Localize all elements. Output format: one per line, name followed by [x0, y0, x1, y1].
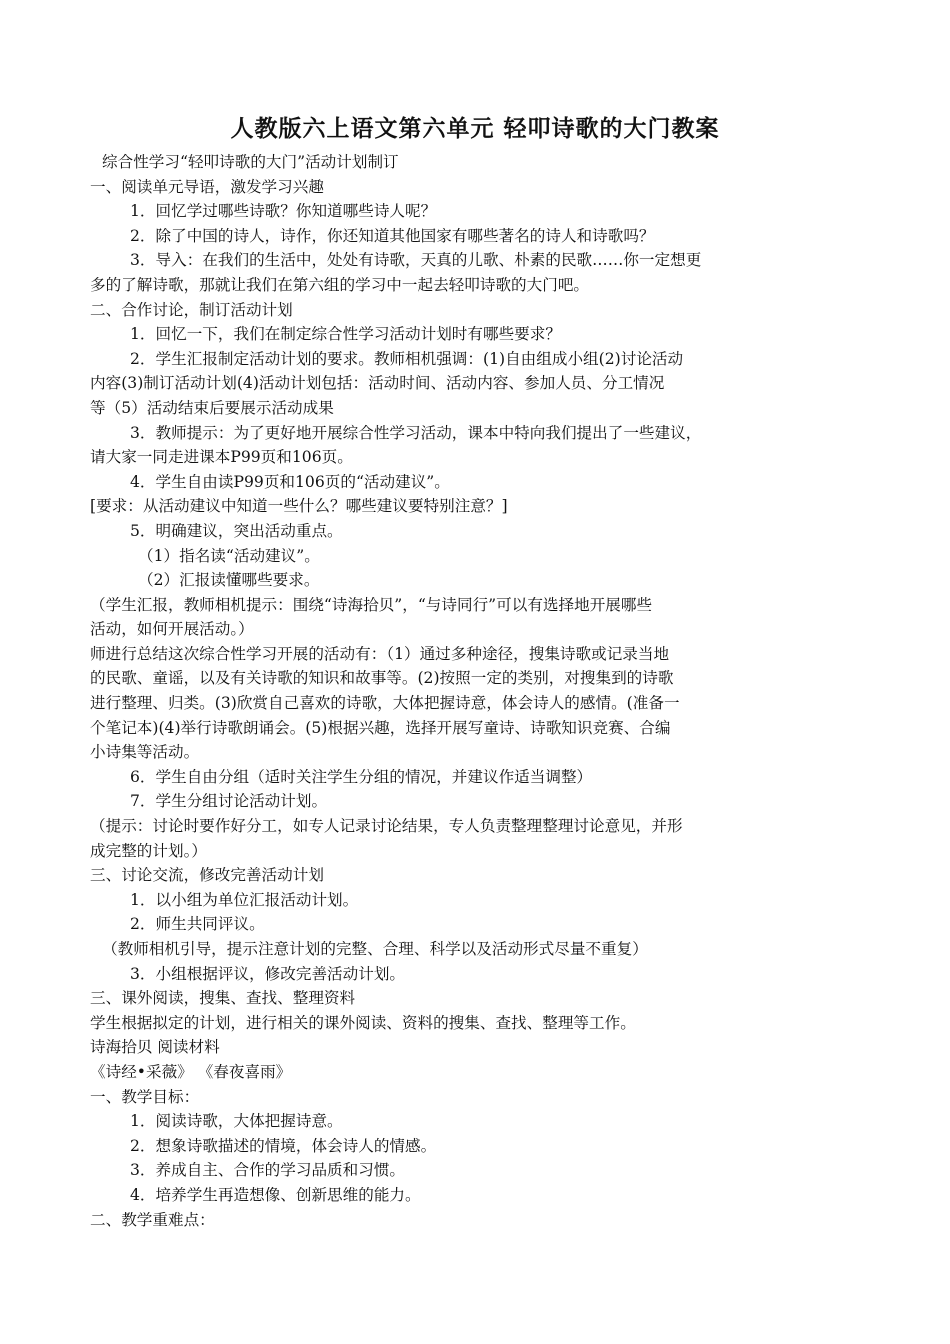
document-title: 人教版六上语文第六单元 轻叩诗歌的大门教案: [230, 116, 720, 142]
text-line: 2．想象诗歌描述的情境，体会诗人的情感。: [130, 1136, 437, 1155]
text-line: 2．学生汇报制定活动计划的要求。教师相机强调：(1)自由组成小组(2)讨论活动: [130, 349, 684, 368]
text-line: 二、教学重难点：: [90, 1210, 215, 1229]
text-line: 1．阅读诗歌，大体把握诗意。: [130, 1112, 343, 1131]
text-line: （2）汇报读懂哪些要求。: [138, 571, 320, 590]
text-line: 1．回忆学过哪些诗歌？你知道哪些诗人呢？: [130, 202, 437, 221]
text-line: 4．培养学生再造想像、创新思维的能力。: [130, 1185, 421, 1204]
text-line: 三、课外阅读，搜集、查找、整理资料: [90, 989, 356, 1008]
text-line: 等（5）活动结束后要展示活动成果: [90, 398, 334, 417]
text-line: 师进行总结这次综合性学习开展的活动有：（1）通过多种途径，搜集诗歌或记录当地: [90, 644, 670, 663]
text-line: 3．导入：在我们的生活中，处处有诗歌，天真的儿歌、朴素的民歌……你一定想更: [130, 251, 702, 270]
text-line: 2．师生共同评议。: [130, 915, 265, 934]
text-line: （学生汇报，教师相机提示：围绕“诗海拾贝”，“与诗同行”可以有选择地开展哪些: [90, 595, 653, 614]
text-line: （1）指名读“活动建议”。: [138, 546, 320, 565]
text-line: 进行整理、归类。(3)欣赏自己喜欢的诗歌，大体把握诗意，体会诗人的感情。(准备一: [90, 694, 680, 713]
text-line: 学生根据拟定的计划，进行相关的课外阅读、资料的搜集、查找、整理等工作。: [90, 1013, 636, 1032]
text-line: 7．学生分组讨论活动计划。: [130, 792, 328, 811]
text-line: 内容(3)制订活动计划(4)活动计划包括：活动时间、活动内容、参加人员、分工情况: [90, 374, 665, 393]
text-line: 6．学生自由分组（适时关注学生分组的情况，并建议作适当调整）: [130, 767, 593, 786]
text-line: [要求：从活动建议中知道一些什么？哪些建议要特别注意？]: [90, 497, 508, 516]
text-line: 的民歌、童谣，以及有关诗歌的知识和故事等。(2)按照一定的类别，对搜集到的诗歌: [90, 669, 674, 688]
text-line: 1．以小组为单位汇报活动计划。: [130, 890, 359, 909]
text-line: 《诗经•采薇》 《春夜喜雨》: [90, 1062, 292, 1081]
text-line: 诗海拾贝 阅读材料: [90, 1038, 220, 1057]
text-line: 二、合作讨论，制订活动计划: [90, 300, 293, 319]
text-line: 成完整的计划。）: [90, 841, 207, 860]
document-body: [90, 150, 810, 1232]
text-line: 请大家一同走进课本P99页和106页。: [90, 448, 353, 467]
text-line: 活动，如何开展活动。）: [90, 620, 254, 639]
text-line: 1．回忆一下，我们在制定综合性学习活动计划时有哪些要求？: [130, 325, 561, 344]
text-line: 一、教学目标：: [90, 1087, 200, 1106]
text-line: 4．学生自由读P99页和106页的“活动建议”。: [130, 472, 450, 491]
text-line: 三、讨论交流，修改完善活动计划: [90, 866, 324, 885]
text-line: 综合性学习“轻叩诗歌的大门”活动计划制订: [102, 153, 399, 171]
text-line: 5．明确建议，突出活动重点。: [130, 521, 343, 540]
text-line: 小诗集等活动。: [90, 743, 200, 762]
text-line: 多的了解诗歌，那就让我们在第六组的学习中一起去轻叩诗歌的大门吧。: [90, 275, 590, 294]
text-line: 3．小组根据评议，修改完善活动计划。: [130, 964, 406, 983]
text-line: 一、阅读单元导语，激发学习兴趣: [90, 177, 324, 196]
text-line: （教师相机引导，提示注意计划的完整、合理、科学以及活动形式尽量不重复）: [102, 940, 648, 958]
text-line: 3．教师提示：为了更好地开展综合性学习活动，课本中特向我们提出了一些建议，: [130, 423, 702, 442]
text-line: 3．养成自主、合作的学习品质和习惯。: [130, 1161, 406, 1180]
text-line: 个笔记本)(4)举行诗歌朗诵会。(5)根据兴趣，选择开展写童诗、诗歌知识竞赛、合编: [90, 718, 671, 737]
text-line: 2．除了中国的诗人，诗作，你还知道其他国家有哪些著名的诗人和诗歌吗？: [130, 226, 655, 245]
text-line: （提示：讨论时要作好分工，如专人记录讨论结果，专人负责整理整理讨论意见，并形: [90, 817, 683, 836]
